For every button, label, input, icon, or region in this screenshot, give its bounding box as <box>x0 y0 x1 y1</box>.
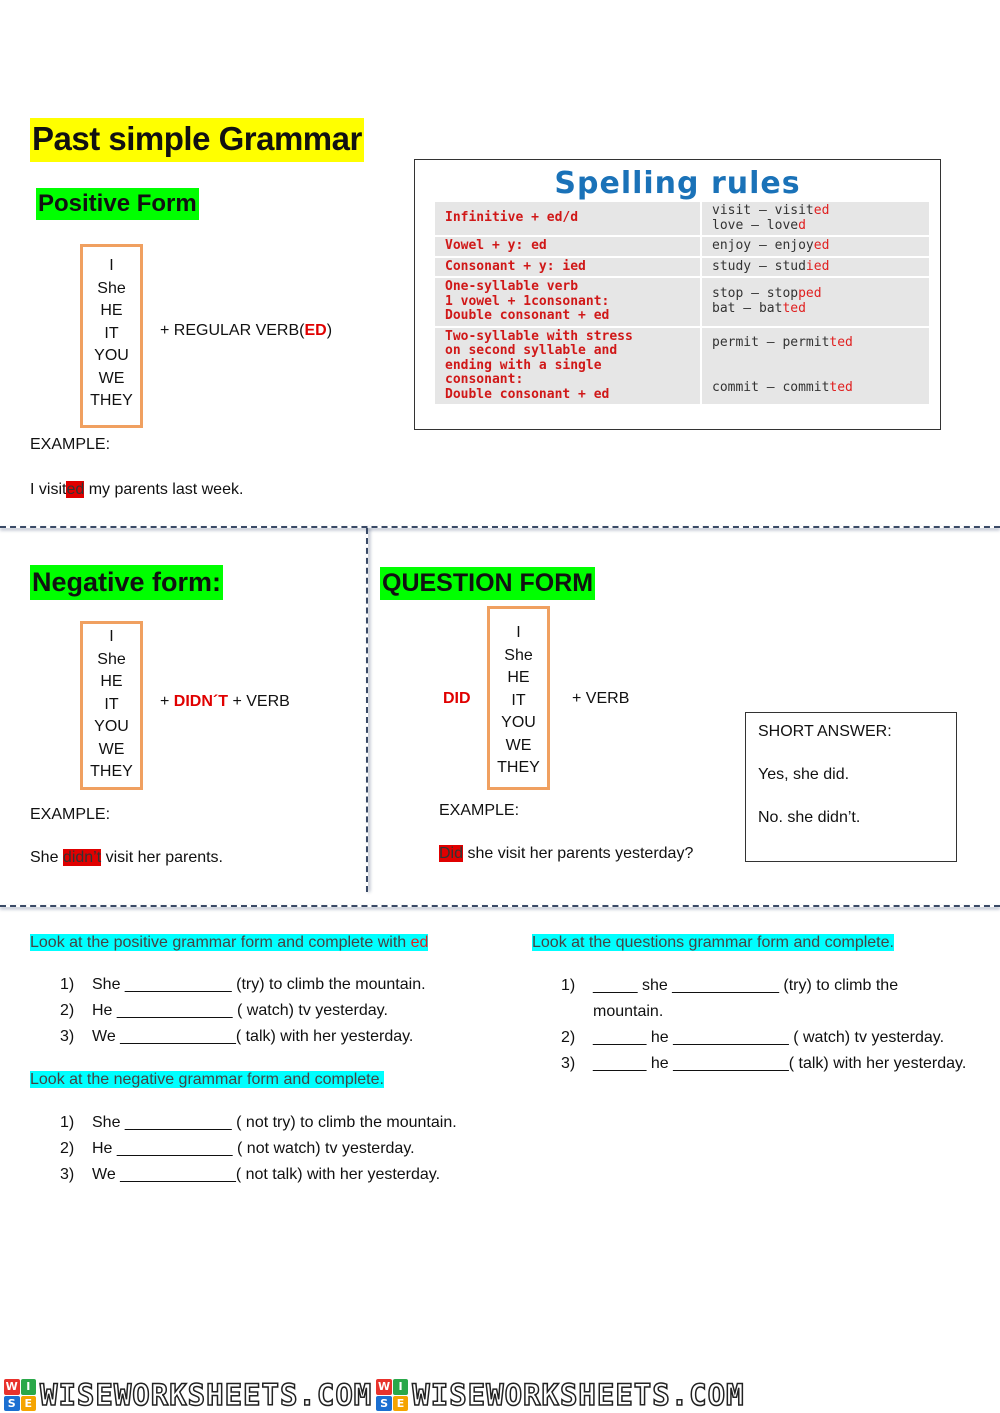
positive-form-heading: Positive Form <box>36 188 199 220</box>
question-exercise-instruction: Look at the questions grammar form and complete. <box>532 934 894 951</box>
negative-pronoun: THEY <box>90 763 133 780</box>
positive-example-sentence: I visited my parents last week. <box>30 481 244 498</box>
negative-pronoun: IT <box>104 695 119 713</box>
did-keyword: DID <box>443 690 471 707</box>
spelling-example-line: enjoy – enjoyed <box>712 238 830 253</box>
spelling-rule-row <box>435 202 929 236</box>
spelling-rule <box>435 277 701 327</box>
section-divider-top <box>0 526 1000 528</box>
spelling-rule-line: ending with a single <box>445 357 602 373</box>
highlight-didnt: didn’t <box>62 849 102 866</box>
spelling-example <box>701 257 929 278</box>
spelling-rule-row <box>435 257 929 278</box>
positive-exercise-list <box>60 972 500 1050</box>
spelling-rule-row <box>435 277 929 327</box>
spelling-rule-line: consonant: <box>445 372 524 387</box>
exercise-item <box>60 998 500 1024</box>
exercise-item <box>561 1051 971 1077</box>
negative-pronoun: She <box>97 650 126 668</box>
wiseworksheets-logo-text: WISEWORKSHEETS.COM <box>40 1378 373 1412</box>
spelling-rule-line: One-syllable verb <box>445 279 579 294</box>
negative-pronoun: I <box>109 628 114 645</box>
question-pronoun: YOU <box>501 714 536 731</box>
spelling-rules-panel <box>414 159 941 430</box>
exercise-number: 1) <box>561 977 576 994</box>
spelling-example-line: commit – committed <box>712 379 853 395</box>
exercise-text: She ____________ (try) to climb the mountain. <box>92 976 426 993</box>
negative-example-sentence: She didn’t visit her parents. <box>30 849 223 866</box>
question-pronoun: I <box>516 624 521 641</box>
exercise-number: 1) <box>60 1114 75 1131</box>
highlight-did: Did <box>439 845 464 862</box>
exercise-text: He _____________ ( not watch) tv yesterday. <box>92 1140 415 1157</box>
spelling-rule-line: Consonant + y: ied <box>445 258 586 274</box>
highlight-ed: ed <box>66 481 85 498</box>
negative-pronoun: WE <box>98 740 125 758</box>
spelling-rule-line: Two-syllable with stress <box>445 328 633 344</box>
question-formula: + VERB <box>572 690 630 707</box>
spelling-rule <box>435 257 701 278</box>
spelling-example-line: bat – batted <box>712 300 806 316</box>
section-divider-vertical <box>366 528 368 892</box>
exercise-text: We _____________( not talk) with her yesterday. <box>92 1166 441 1183</box>
positive-example-label: EXAMPLE: <box>30 436 111 453</box>
exercise-number: 2) <box>60 1140 75 1157</box>
spelling-rule-line: Infinitive + ed/d <box>445 210 579 226</box>
positive-pronoun-box <box>80 244 143 428</box>
spelling-rule-line: 1 vowel + 1consonant: <box>445 293 610 309</box>
question-form-heading: QUESTION FORM <box>380 567 595 600</box>
question-exercise-list <box>561 973 971 1077</box>
spelling-rule-line: Double consonant + ed <box>445 308 610 323</box>
exercise-item <box>60 972 500 998</box>
question-pronoun: She <box>504 646 533 664</box>
question-pronoun-box <box>487 606 550 790</box>
negative-exercise-instruction: Look at the negative grammar form and complete. <box>30 1071 384 1088</box>
section-divider-bottom <box>0 905 1000 907</box>
short-answer-no: No. she didn’t. <box>758 809 861 826</box>
spelling-example-line: stop – stopped <box>712 286 822 302</box>
exercise-text: She ____________ ( not try) to climb the mountain. <box>92 1114 457 1131</box>
negative-exercise-list <box>60 1110 520 1188</box>
spelling-rule-line: Double consonant + ed <box>445 386 610 402</box>
spelling-example-line: love – loved <box>712 217 806 233</box>
spelling-rules-title: Spelling rules <box>554 166 801 201</box>
spelling-example-line: study – studied <box>712 258 830 274</box>
positive-pronoun: I <box>109 257 114 274</box>
spelling-example <box>701 327 929 406</box>
exercise-item <box>561 973 971 1025</box>
ed-suffix: ED <box>304 322 327 339</box>
spelling-rule-row <box>435 327 929 406</box>
negative-example-label: EXAMPLE: <box>30 806 111 823</box>
negative-pronoun: HE <box>100 673 123 690</box>
short-answer-label: SHORT ANSWER: <box>758 723 892 740</box>
exercise-number: 3) <box>60 1166 75 1183</box>
exercise-number: 3) <box>561 1055 576 1072</box>
exercise-text: ______ he _____________ ( watch) tv yesterday. <box>593 1029 945 1046</box>
negative-form-heading: Negative form: <box>30 565 223 600</box>
spelling-rule-line: on second syllable and <box>445 343 618 358</box>
positive-pronoun: IT <box>104 324 119 342</box>
negative-pronoun: YOU <box>94 718 129 735</box>
spelling-rule <box>435 236 701 257</box>
negative-pronoun-box <box>80 621 143 790</box>
positive-exercise-instruction: Look at the positive grammar form and complete with ed <box>30 934 429 951</box>
positive-formula: + REGULAR VERB(ED) <box>160 322 333 339</box>
positive-pronoun: She <box>97 279 126 297</box>
wiseworksheets-logo-icon: W I S E <box>4 1379 36 1411</box>
exercise-text: _____ she ____________ (try) to climb the mountain. <box>593 977 899 1020</box>
exercise-text: ______ he _____________( talk) with her yesterday. <box>593 1055 967 1072</box>
spelling-example <box>701 202 929 236</box>
exercise-number: 1) <box>60 976 75 993</box>
exercise-text: He _____________ ( watch) tv yesterday. <box>92 1002 388 1019</box>
exercise-item <box>60 1136 520 1162</box>
spelling-rule <box>435 202 701 236</box>
spelling-rule-line: Vowel + y: ed <box>445 238 547 253</box>
short-answer-yes: Yes, she did. <box>758 766 850 783</box>
negative-formula: + DIDN´T + VERB <box>160 693 290 710</box>
exercise-item <box>60 1162 520 1188</box>
spelling-example-line: visit – visited <box>712 203 830 218</box>
spelling-example-line: permit – permitted <box>712 335 853 351</box>
spelling-example <box>701 277 929 327</box>
short-answer-box <box>745 712 957 862</box>
question-example-label: EXAMPLE: <box>439 802 520 819</box>
positive-pronoun: WE <box>98 369 125 387</box>
question-pronoun: IT <box>511 691 526 709</box>
exercise-item <box>561 1025 971 1051</box>
question-pronoun: WE <box>505 736 532 754</box>
spelling-rules-table <box>435 202 929 406</box>
exercise-item <box>60 1110 520 1136</box>
spelling-rule-row <box>435 236 929 257</box>
exercise-number: 3) <box>60 1028 75 1045</box>
question-pronoun: HE <box>507 669 530 686</box>
exercise-number: 2) <box>60 1002 75 1019</box>
question-example-sentence: Did she visit her parents yesterday? <box>439 845 694 862</box>
page-title: Past simple Grammar <box>30 118 364 162</box>
exercise-text: We _____________( talk) with her yesterday. <box>92 1028 414 1045</box>
exercise-item <box>60 1024 500 1050</box>
positive-pronoun: THEY <box>90 392 133 409</box>
exercise-number: 2) <box>561 1029 576 1046</box>
didnt-keyword: DIDN´T <box>173 693 229 710</box>
question-pronoun: THEY <box>497 759 540 776</box>
wiseworksheets-logo-icon: W I S E <box>376 1379 408 1411</box>
wiseworksheets-logo-text: WISEWORKSHEETS.COM <box>412 1378 745 1412</box>
positive-pronoun: YOU <box>94 347 129 364</box>
spelling-example <box>701 236 929 257</box>
positive-pronoun: HE <box>100 302 123 319</box>
spelling-rule <box>435 327 701 406</box>
footer-logo-strip <box>4 1378 745 1412</box>
